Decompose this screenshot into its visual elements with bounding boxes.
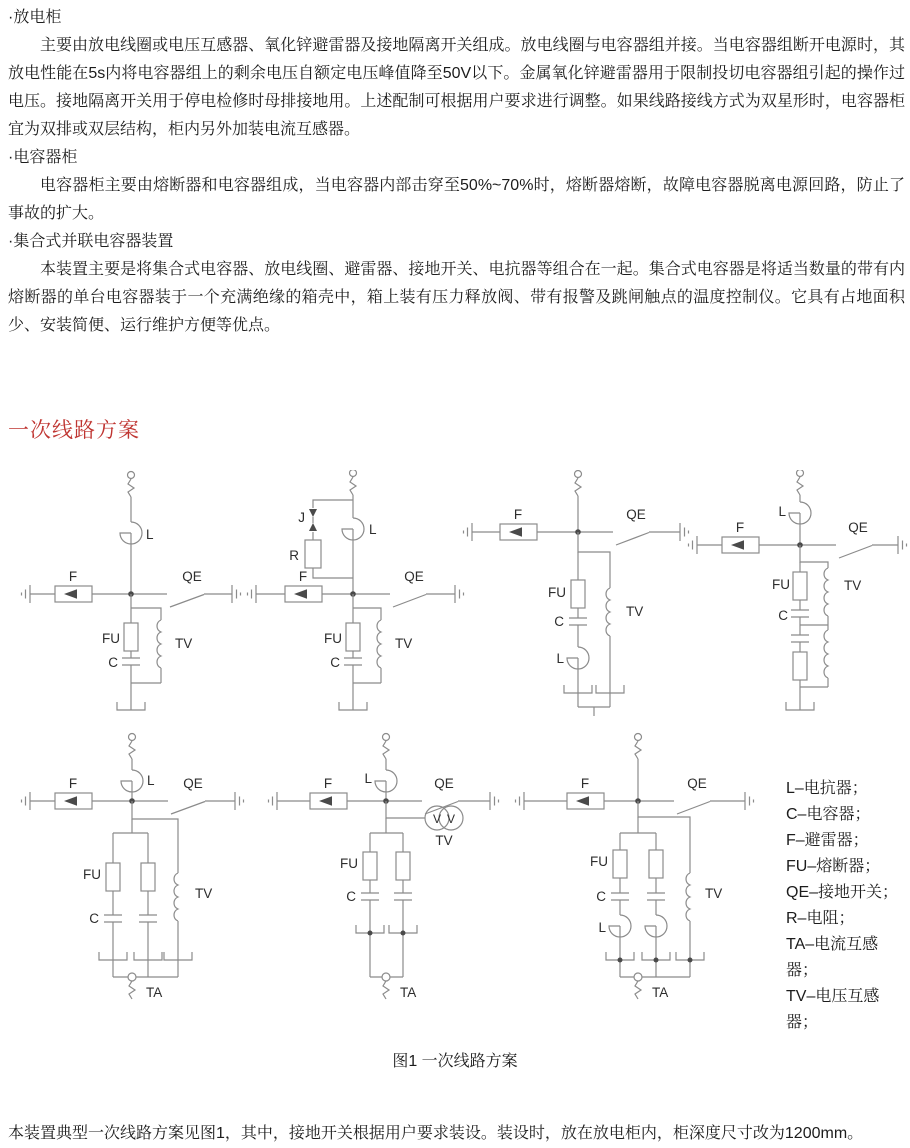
label-fuse: FU [324, 631, 342, 646]
legend-item: TA–电流互感器； [786, 936, 879, 979]
label-arrester: F [323, 776, 333, 791]
label-arrester: F [580, 776, 590, 791]
bullet-discharge-cabinet: ·放电柜 [8, 9, 62, 26]
label-fuse: FU [548, 585, 566, 600]
label-voltage-transformer: TV [175, 636, 193, 651]
label-arrester: F [298, 569, 308, 584]
legend-item: L–电抗器； [786, 780, 868, 797]
legend-item: R–电阻； [786, 910, 855, 927]
label-reactor: L [147, 773, 155, 788]
label-voltage-transformer: TV [195, 886, 213, 901]
label-capacitor: C [554, 614, 564, 629]
label-capacitor: C [330, 655, 340, 670]
label-capacitor: C [346, 889, 356, 904]
label-arrester: F [68, 776, 78, 791]
label-fuse: FU [102, 631, 120, 646]
figure-caption: 图1 一次线路方案 [392, 1053, 518, 1070]
label-reactor: L [556, 651, 564, 666]
label-earth-switch: QE [626, 507, 646, 522]
circuit-diagram-3 [464, 471, 689, 717]
footer-note: 本装置典型一次线路方案见图1，其中，接地开关根据用户要求装设。装设时，放在放电柜内，柜深度尺寸改为1200mm。 [8, 1125, 864, 1142]
legend-item: TV–电压互感器； [786, 988, 880, 1031]
label-voltage-transformer: TV [395, 636, 413, 651]
label-voltage-transformer: TV [705, 886, 723, 901]
label-fuse: FU [83, 867, 101, 882]
label-reactor: L [778, 504, 786, 519]
figure-schematics [0, 470, 910, 1030]
para-capacitor-cabinet: 电容器柜主要由熔断器和电容器组成，当电容器内部击穿至50%~70%时，熔断器熔断，故障电容器脱离电源回路，防止了事故的扩大。 [8, 177, 905, 222]
legend-item: C–电容器； [786, 806, 871, 823]
label-resistor: R [289, 548, 299, 563]
legend-item: F–避雷器； [786, 832, 869, 849]
label-voltage-transformer: TV [626, 604, 644, 619]
section-heading: 一次线路方案 [8, 419, 140, 442]
legend-item: QE–接地开关； [786, 884, 899, 901]
legend-item: FU–熔断器； [786, 858, 881, 875]
label-earth-switch: QE [848, 520, 868, 535]
circuit-diagram-1 [22, 472, 241, 711]
label-fuse: FU [590, 854, 608, 869]
label-voltage-transformer: TV [435, 833, 453, 848]
label-voltmeter: V [432, 812, 442, 826]
label-voltmeter: V [446, 812, 456, 826]
para-combined-device: 本装置主要是将集合式电容器、放电线圈、避雷器、接地开关、电抗器等组合在一起。集合式电容器是将适当数量的带有内熔断器的单台电容器装于一个充满绝缘的箱壳中，箱上装有压力释放阀、带有报警及跳闸触点的温度控制仪。它具有占地面积少、安装简便、运行维护方便等优点。 [8, 261, 905, 334]
label-earth-switch: QE [182, 569, 202, 584]
label-arrester: F [735, 520, 745, 535]
label-earth-switch: QE [687, 776, 707, 791]
para-discharge-cabinet: 主要由放电线圈或电压互感器、氧化锌避雷器及接地隔离开关组成。放电线圈与电容器组并接。当电容器组断开电源时，其放电性能在5s内将电容器组上的剩余电压自额定电压峰值降至50V以下。金属氧化锌避雷器用于限制投切电容器组引起的操作过电压。接地隔离开关用于停电检修时母排接地用。上述配制可根据用户要求进行调整。如果线路接线方式为双星形时，电容器柜宜为双排或双层结构，柜内另外加装电流互感器。 [8, 37, 905, 138]
bullet-combined-device: ·集合式并联电容器装置 [8, 233, 174, 250]
label-arrester: F [68, 569, 78, 584]
label-capacitor: C [596, 889, 606, 904]
label-capacitor: C [108, 655, 118, 670]
label-capacitor: C [89, 911, 99, 926]
figure-legend [786, 776, 910, 1036]
label-reactor: L [369, 522, 377, 537]
label-current-transformer: TA [400, 985, 417, 1000]
circuit-diagram-7 [516, 734, 754, 1001]
circuit-diagram-5 [22, 734, 244, 1001]
label-capacitor: C [778, 608, 788, 623]
label-reactor: L [598, 920, 606, 935]
label-reactor: L [146, 527, 154, 542]
intro-text [8, 4, 905, 340]
label-gap: J [298, 510, 305, 525]
label-arrester: F [513, 507, 523, 522]
label-earth-switch: QE [404, 569, 424, 584]
label-fuse: FU [772, 577, 790, 592]
label-reactor: L [364, 771, 372, 786]
label-earth-switch: QE [183, 776, 203, 791]
label-current-transformer: TA [652, 985, 669, 1000]
bullet-capacitor-cabinet: ·电容器柜 [8, 149, 78, 166]
circuit-diagram-4 [689, 470, 907, 710]
circuit-diagram-6 [269, 734, 499, 1001]
label-voltage-transformer: TV [844, 578, 862, 593]
label-current-transformer: TA [146, 985, 163, 1000]
circuit-diagram-2 [248, 470, 464, 710]
label-fuse: FU [340, 856, 358, 871]
label-earth-switch: QE [434, 776, 454, 791]
